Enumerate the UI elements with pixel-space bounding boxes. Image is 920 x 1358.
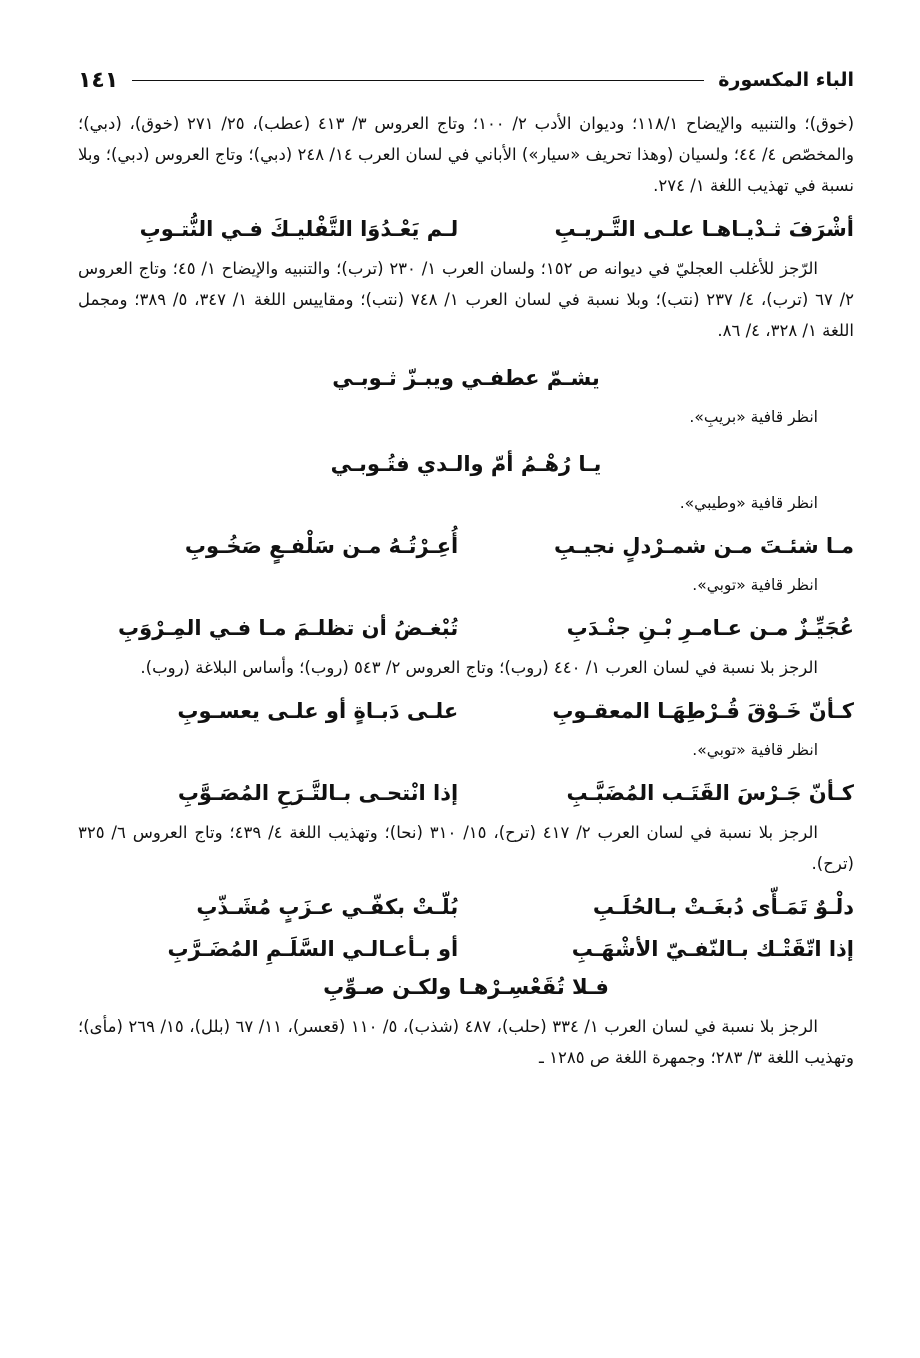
single-verse: يشـمّ عطفـي ويبـزّ ثـوبـي: [332, 366, 600, 390]
cross-reference: انظر قافية «توبي».: [692, 576, 818, 594]
verse-line: [78, 931, 854, 967]
verse-line: [78, 775, 854, 811]
verse-first-hemistich: عُجَيِّـزٌ مـن عـامـرِ بْـنِ جنْـدَبِ: [566, 616, 854, 640]
cross-reference: انظر قافية «بريبِ».: [689, 408, 818, 426]
verse-second-hemistich: علـى دَبـاةٍ أو علـى يعسـوبِ: [177, 699, 459, 723]
single-verse: فـلا تُقَعْسِـرْهـا ولكـن صـوِّبِ: [323, 975, 609, 999]
attribution-paragraph: الرّجز للأغلب العجليّ في ديوانه ص ١٥٢؛ ولسان العرب ١/ ٢٣٠ (ترب)؛ والتنبيه والإيضاح ١/ ٤٥؛ وتاج العروس ٢/ ٦٧ (ترب)، ٤/ ٢٣٧ (نتب)؛ وبلا نسبة في لسان العرب ١/ ٧٤٨ (نتب)؛ ومقاييس اللغة ١/ ٣٤٧، ٥/ ٣٨٩؛ ومجمل اللغة ١/ ٣٢٨، ٤/ ٨٦.: [78, 259, 855, 340]
footnote-paragraph: (خوق)؛ والتنبيه والإيضاح ١١٨/١؛ وديوان الأدب ٢/ ١٠٠؛ وتاج العروس ٣/ ٤١٣ (عطب)، ٢٥/ ٢٧١ (خوق)، (دبي)؛ والمخصّص ٤/ ٤٤؛ ولسيان (وهذا تحريف «سيار») الأباني في لسان العرب ١٤/ ٢٤٨ (دبي)؛ وتاج العروس (دبي)؛ وبلا نسبة في تهذيب اللغة ١/ ٢٧٤.: [78, 114, 855, 195]
verse-first-hemistich: دلْـوٌ تَمَـأّى دُبغَـتْ بـالحُلَـبِ: [592, 895, 854, 919]
verse-second-hemistich: أو بـأعـالـي السَّلَـمِ المُضَـرَّبِ: [167, 937, 459, 961]
verse-line: [78, 211, 854, 247]
verse-line: [78, 693, 854, 729]
verse-second-hemistich: بُلّـتْ بكفّـي عـزَبٍ مُشَـذّبِ: [196, 895, 459, 919]
verse-first-hemistich: إذا اتّقَتْـك بـالنّفـيّ الأشْهَـبِ: [571, 937, 854, 961]
attribution-paragraph: الرجز بلا نسبة في لسان العرب ٢/ ٤١٧ (ترح)، ١٥/ ٣١٠ (نحا)؛ وتهذيب اللغة ٤/ ٤٣٩؛ وتاج العروس ٦/ ٣٢٥ (ترح).: [78, 823, 854, 873]
verse-second-hemistich: تُبْغـضُ أن تظلـمَ مـا فـي المِـرْوَبِ: [118, 616, 459, 640]
chapter-title: الباء المكسورة: [718, 69, 854, 91]
verse-second-hemistich: لـم يَعْـدُوَا التَّفْليـكَ فـي النُّتـوبِ: [139, 217, 459, 241]
book-page: [78, 60, 854, 1358]
verse-first-hemistich: أشْرَفَ ثـدْيـاهـا علـى التَّـريـبِ: [554, 217, 854, 241]
verse-second-hemistich: إذا انْتحـى بـالتَّـرَحِ المُصَـوَّبِ: [177, 781, 459, 805]
attribution-paragraph: الرجز بلا نسبة في لسان العرب ١/ ٣٣٤ (حلب)، ٤٨٧ (شذب)، ٥/ ١١٠ (قعسر)، ١١/ ٦٧ (بلل)، ١٥/ ٢٦٩ (مأى)؛ وتهذيب اللغة ٣/ ٢٨٣؛ وجمهرة اللغة ص ١٢٨٥ ـ: [78, 1017, 854, 1067]
verse-line: [78, 889, 854, 925]
page-number: ١٤١: [78, 67, 119, 93]
verse-first-hemistich: كـأنّ جَـرْسَ القَتَـب المُضَبَّـبِ: [566, 781, 854, 805]
attribution-paragraph: الرجز بلا نسبة في لسان العرب ١/ ٤٤٠ (روب)؛ وتاج العروس ٢/ ٥٤٣ (روب)؛ وأساس البلاغة (روب).: [140, 658, 818, 677]
header-rule: [132, 80, 704, 81]
single-verse: يـا رُهْـمُ أمّ والـدي فتُـوبـي: [330, 452, 602, 476]
verse-first-hemistich: مـا شئـتَ مـن شمـرْدلٍ نجيـبِ: [554, 534, 854, 558]
cross-reference: انظر قافية «وطيبي».: [679, 494, 818, 512]
verse-second-hemistich: أُعِـرْتُـهُ مـن سَلْفـعٍ صَخُـوبِ: [184, 534, 459, 558]
verse-line: [78, 610, 854, 646]
verse-first-hemistich: كـأنّ خَـوْقَ قُـرْطِهَـا المعقـوبِ: [552, 699, 854, 723]
cross-reference: انظر قافية «توبي».: [692, 741, 818, 759]
verse-line: [78, 528, 854, 564]
page-header: [78, 60, 854, 100]
